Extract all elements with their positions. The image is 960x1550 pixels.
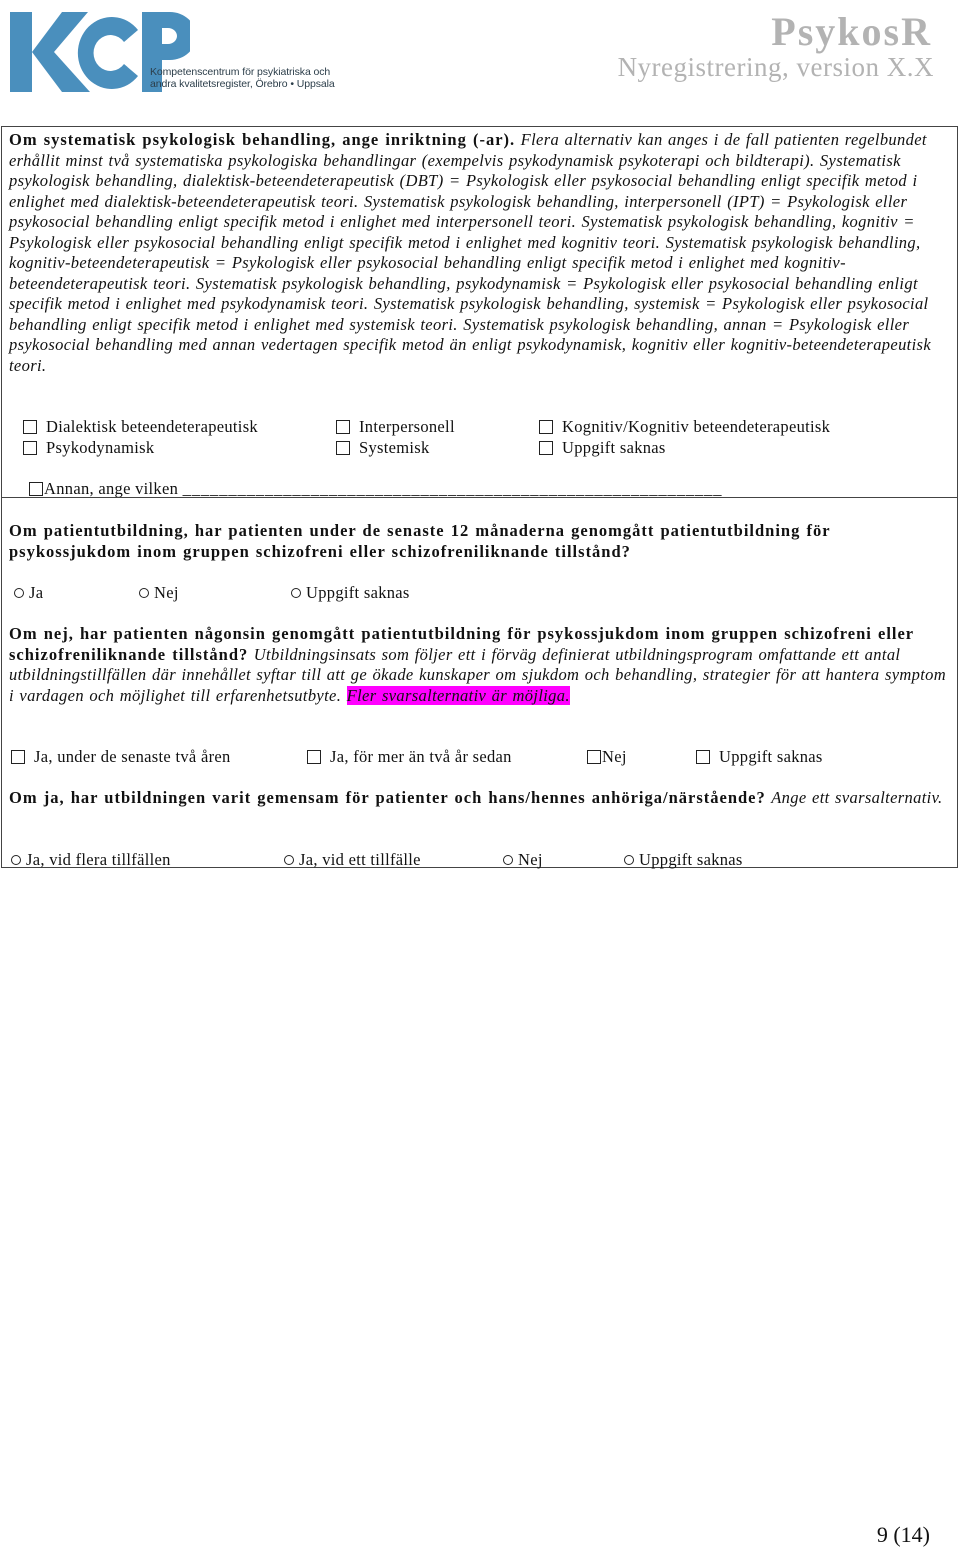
q3-highlight-note: Fler svarsalternativ är möjliga. (346, 685, 570, 705)
q4-option-ett-tillfalle[interactable]: Ja, vid ett tillfälle (284, 850, 421, 870)
page-number: 9 (14) (876, 1522, 930, 1547)
radio-button[interactable] (139, 588, 149, 598)
q4-instruction: Ange ett svarsalternativ. (771, 788, 943, 807)
q3-description: Utbildningsinsats som följer ett i förväg definierat utbildningsprogram omfattande ett antal utbildningstillfällen där innehållet syftar till att ge ökade kunskaper om sjukdom och behandling, strategier för att hantera symptom i vardagen och möjlighet till erfarenhetsutbyte. (9, 644, 947, 705)
q1-option-interpersonell[interactable]: Interpersonell (336, 417, 455, 437)
checkbox[interactable] (11, 750, 25, 764)
checkbox[interactable] (23, 420, 37, 434)
logo-subtitle-line1: Kompetenscentrum för psykiatriska och (150, 66, 331, 78)
q2-option-uppgift-saknas[interactable]: Uppgift saknas (291, 583, 410, 603)
document-title: PsykosR (771, 9, 932, 54)
form-section (1, 126, 958, 868)
radio-button[interactable] (624, 855, 634, 865)
radio-button[interactable] (14, 588, 24, 598)
checkbox[interactable] (336, 441, 350, 455)
q3-option-uppgift-saknas[interactable]: Uppgift saknas (696, 747, 823, 767)
q1-option-annan[interactable] (29, 479, 722, 499)
radio-button[interactable] (11, 855, 21, 865)
q1-option-kognitiv[interactable]: Kognitiv/Kognitiv beteendeterapeutisk (539, 417, 830, 437)
document-subtitle: Nyregistrering, version X.X (617, 52, 934, 82)
q1-other-field[interactable]: ___________________________________________________________ (182, 479, 723, 498)
q1-description: Flera alternativ kan anges i de fall patienten regelbundet erhållit minst två systematiska psykologiska behandlingar (exempelvis psykodynamisk psykoterapi och bildterapi). Systematisk psykologisk behandling, dialektisk-beteendeterapeutisk (DBT) = Psykologisk eller psykosocial behandling enligt specifik metod i enlighet med dialektisk-beteendeterapeutisk teori. (9, 130, 927, 211)
q4-option-uppgift-saknas[interactable]: Uppgift saknas (624, 850, 743, 870)
checkbox[interactable] (29, 482, 43, 496)
q1-option-dbt[interactable]: Dialektisk beteendeterapeutisk (23, 417, 258, 437)
q3-heading: Om nej, har patienten någonsin genomgått patientutbildning för psykossjukdom inom gruppen schizofreni eller schizofreniliknande tillstånd? (9, 624, 914, 664)
checkbox[interactable] (587, 750, 601, 764)
checkbox[interactable] (696, 750, 710, 764)
radio-button[interactable] (284, 855, 294, 865)
q4-option-nej[interactable]: Nej (503, 850, 543, 870)
section-divider (2, 497, 957, 498)
checkbox[interactable] (23, 441, 37, 455)
checkbox[interactable] (539, 420, 553, 434)
q1-option-psykodynamisk[interactable]: Psykodynamisk (23, 438, 154, 458)
q3-text (9, 624, 949, 706)
q4-option-flera-tillfallen[interactable]: Ja, vid flera tillfällen (11, 850, 171, 870)
radio-button[interactable] (503, 855, 513, 865)
q4-heading: Om ja, har utbildningen varit gemensam för patienter och hans/hennes anhöriga/närstående? (9, 788, 766, 807)
q2-heading: Om patientutbildning, har patienten under de senaste 12 månaderna genomgått patientutbildning för psykossjukdom inom gruppen schizofreni eller schizofreniliknande tillstånd? (9, 521, 831, 561)
q2-option-nej[interactable]: Nej (139, 583, 179, 603)
q1-heading: Om systematisk psykologisk behandling, ange inriktning (-ar). (9, 130, 516, 149)
logo-subtitle (150, 66, 335, 90)
q1-other-label: Annan, ange vilken (44, 479, 179, 498)
logo-subtitle-line2: andra kvalitetsregister, Örebro • Uppsala (150, 78, 335, 90)
checkbox[interactable] (539, 441, 553, 455)
q1-option-uppgift-saknas[interactable]: Uppgift saknas (539, 438, 666, 458)
q1-option-systemisk[interactable]: Systemisk (336, 438, 430, 458)
checkbox[interactable] (336, 420, 350, 434)
q2-option-ja[interactable]: Ja (14, 583, 43, 603)
radio-button[interactable] (291, 588, 301, 598)
q1-definitions: Systematisk psykologisk behandling, interpersonell (IPT) = Psykologisk eller psykosocial behandling enligt specifik metod i enlighet med interpersonell teori. Systematisk psykologisk behandling, kognitiv = Psykologisk eller psykosocial behandling enligt specifik metod i enlighet med kognitiv teori. Systematisk psykologisk behandling, kognitiv-beteendeterapeutisk = Psykologisk eller psykosocial behandling enligt specifik metod i enlighet med kognitiv-beteendeterapeutisk teori. Systematisk psykologisk behandling, psykodynamisk = Psykologisk eller psykosocial behandling enligt specifik metod i enlighet med psykodynamisk teori. Systematisk psykologisk behandling, systemisk = Psykologisk eller psykosocial behandling enligt specifik metod i enlighet med systemisk teori. Systematisk psykologisk behandling, annan = Psykologisk eller psykosocial behandling med annan vedertagen specifik metod än enligt psykodynamisk, kognitiv eller kognitiv-beteendeterapeutisk teori. (9, 191, 931, 375)
q3-option-senaste-tva-aren[interactable]: Ja, under de senaste två åren (11, 747, 231, 767)
q3-option-mer-an-tva-ar[interactable]: Ja, för mer än två år sedan (307, 747, 512, 767)
checkbox[interactable] (307, 750, 321, 764)
q1-text (9, 130, 949, 376)
q3-option-nej[interactable]: Nej (587, 747, 627, 767)
q4-text (9, 788, 949, 809)
